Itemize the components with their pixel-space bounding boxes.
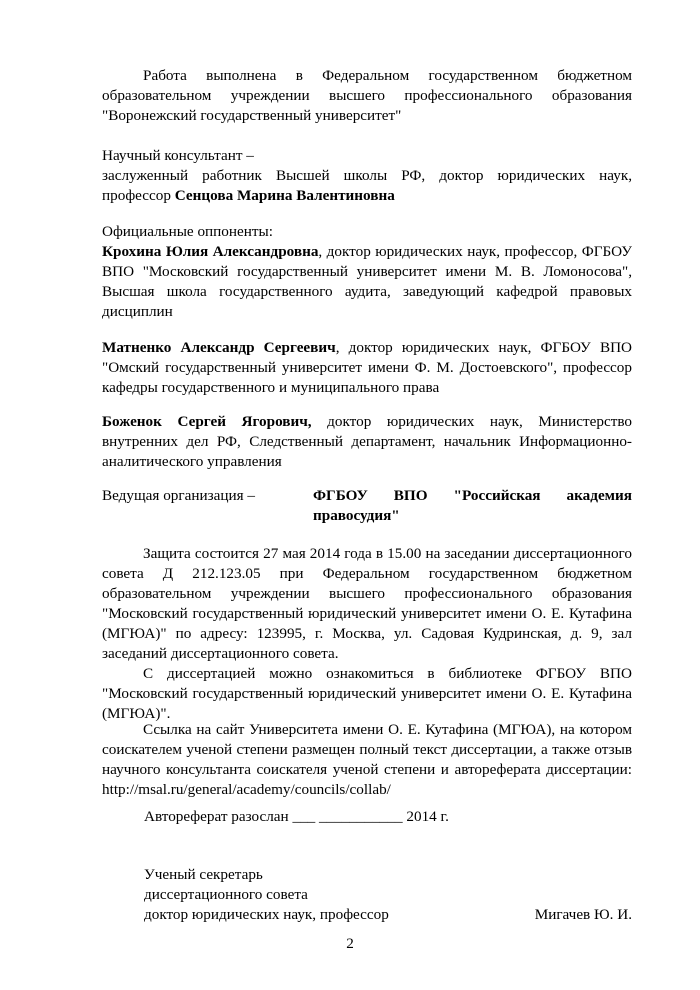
mailing-date-line: Автореферат разослан ___ ___________ 2014 г. [144,808,449,825]
opponent-entry [102,242,632,322]
defense-paragraph: Защита состоится 27 мая 2014 года в 15.00 на заседании диссертационного совета Д 212.123.05 при Федеральном государственном бюджетном образовательном учреждении высшего профессионального образования "Московский государственный юридический университет имени О. Е. Кутафина (МГЮА)" по адресу: 123995, г. Москва, ул. Садовая Кудринская, д. 9, зал заседаний диссертационного совета. [102,545,632,662]
signatory-name: Мигачев Ю. И. [534,906,632,923]
signature-line-2: диссертационного совета [144,886,308,903]
signature-line-3: доктор юридических наук, профессор [144,906,389,923]
opponent-name: Крохина Юлия Александровна [102,243,319,260]
opponent-description: доктор юридических наук, Министерство внутренних дел РФ, Следственный департамент, начальник Информационно-аналитического управления [102,413,632,470]
opponent-entry [102,412,632,472]
opponent-description: , доктор юридических наук, профессор, ФГБОУ ВПО "Московский государственный университет имени М. В. Ломоносова", Высшая школа государственного аудита, заведующий кафедрой правовых дисциплин [102,243,632,320]
consultant-paragraph [102,166,632,206]
page-number: 2 [346,935,354,952]
leading-org-name: ФГБОУ ВПО "Российская академия правосудия" [313,487,632,524]
intro-paragraph: Работа выполнена в Федеральном государственном бюджетном образовательном учреждении высшего профессионального образования "Воронежский государственный университет" [102,67,632,124]
website-paragraph: Ссылка на сайт Университета имени О. Е. Кутафина (МГЮА), на котором соискателем ученой степени размещен полный текст диссертации, а также отзыв научного консультанта соискателя ученой степени и автореферата диссертации: http://msal.ru/general/academy/councils/collab/ [102,721,632,798]
opponents-heading: Официальные оппоненты: [102,223,273,240]
opponent-name: Матненко Александр Сергеевич [102,339,336,356]
opponent-name: Боженок Сергей Ягорович, [102,413,312,430]
consultant-description: заслуженный работник Высшей школы РФ, доктор юридических наук, профессор [102,167,632,204]
opponent-entry [102,338,632,398]
signature-line-1: Ученый секретарь [144,866,263,883]
library-paragraph: С диссертацией можно ознакомиться в библиотеке ФГБОУ ВПО "Московский государственный юридический университет имени О. Е. Кутафина (МГЮА)". [102,665,632,722]
consultant-name: Сенцова Марина Валентиновна [174,187,395,204]
consultant-heading: Научный консультант – [102,147,254,164]
opponent-description: , доктор юридических наук, ФГБОУ ВПО "Омский государственный университет имени Ф. М. Достоевского", профессор кафедры государственного и муниципального права [102,339,633,396]
leading-org-label: Ведущая организация – [102,487,255,504]
